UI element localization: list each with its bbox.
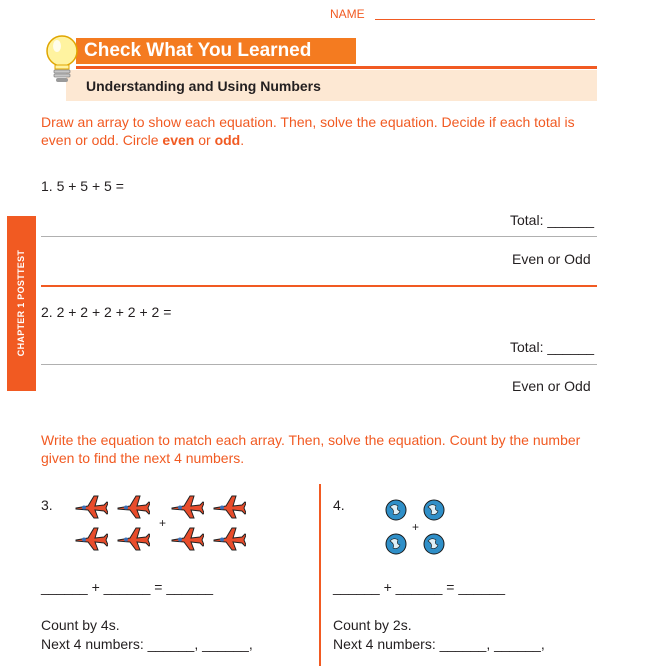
section-divider bbox=[41, 285, 597, 287]
divider bbox=[41, 364, 597, 365]
airplane-icon bbox=[116, 494, 150, 520]
question-1-even-odd[interactable]: Even or Odd bbox=[512, 251, 591, 267]
question-4-next-numbers[interactable]: Next 4 numbers: ______, ______, bbox=[333, 636, 545, 652]
column-divider bbox=[319, 484, 321, 666]
globe-icon bbox=[423, 499, 445, 521]
side-tab-label: CHAPTER 1 POSTTEST bbox=[16, 249, 26, 357]
instructions-2: Write the equation to match each array. Then, solve the equation. Count by the number given to find the next 4 numbers. bbox=[41, 432, 581, 466]
airplane-icon bbox=[212, 526, 246, 552]
plus-sign: + bbox=[412, 520, 420, 534]
name-label: NAME bbox=[330, 7, 365, 21]
title-rule bbox=[76, 66, 597, 69]
airplane-icon bbox=[116, 526, 150, 552]
even-word: even bbox=[162, 132, 195, 148]
question-3-count-by: Count by 4s. bbox=[41, 617, 120, 633]
name-field[interactable] bbox=[375, 19, 595, 20]
plus-sign: + bbox=[159, 516, 167, 530]
light-bulb-icon bbox=[42, 34, 82, 86]
globe-icon bbox=[423, 533, 445, 555]
page-title: Check What You Learned bbox=[84, 40, 312, 61]
question-4-number: 4. bbox=[333, 497, 345, 513]
question-1-prompt: 1. 5 + 5 + 5 = bbox=[41, 178, 124, 194]
question-1-total[interactable]: Total: ______ bbox=[510, 212, 595, 228]
question-2-even-odd[interactable]: Even or Odd bbox=[512, 378, 591, 394]
page-subtitle: Understanding and Using Numbers bbox=[86, 78, 321, 94]
airplane-icon bbox=[74, 526, 108, 552]
instructions-1-end: . bbox=[240, 132, 245, 148]
globe-icon bbox=[385, 499, 407, 521]
question-3-number: 3. bbox=[41, 497, 53, 513]
globe-array bbox=[382, 496, 452, 560]
airplane-icon bbox=[170, 526, 204, 552]
or-word: or bbox=[194, 132, 215, 148]
question-4-equation[interactable]: ______ + ______ = ______ bbox=[333, 579, 506, 595]
question-2-prompt: 2. 2 + 2 + 2 + 2 + 2 = bbox=[41, 304, 172, 320]
question-3-equation[interactable]: ______ + ______ = ______ bbox=[41, 579, 214, 595]
airplane-icon bbox=[170, 494, 204, 520]
question-3-next-numbers[interactable]: Next 4 numbers: ______, ______, bbox=[41, 636, 253, 652]
airplane-array bbox=[70, 490, 260, 556]
globe-icon bbox=[385, 533, 407, 555]
airplane-icon bbox=[212, 494, 246, 520]
instructions-1-text: Draw an array to show each equation. Then, solve the equation. Decide if each total is even or odd. Circle bbox=[41, 114, 575, 148]
instructions-1 bbox=[41, 113, 601, 149]
question-4-count-by: Count by 2s. bbox=[333, 617, 412, 633]
divider bbox=[41, 236, 597, 237]
question-2-total[interactable]: Total: ______ bbox=[510, 339, 595, 355]
airplane-icon bbox=[74, 494, 108, 520]
odd-word: odd bbox=[214, 132, 241, 148]
